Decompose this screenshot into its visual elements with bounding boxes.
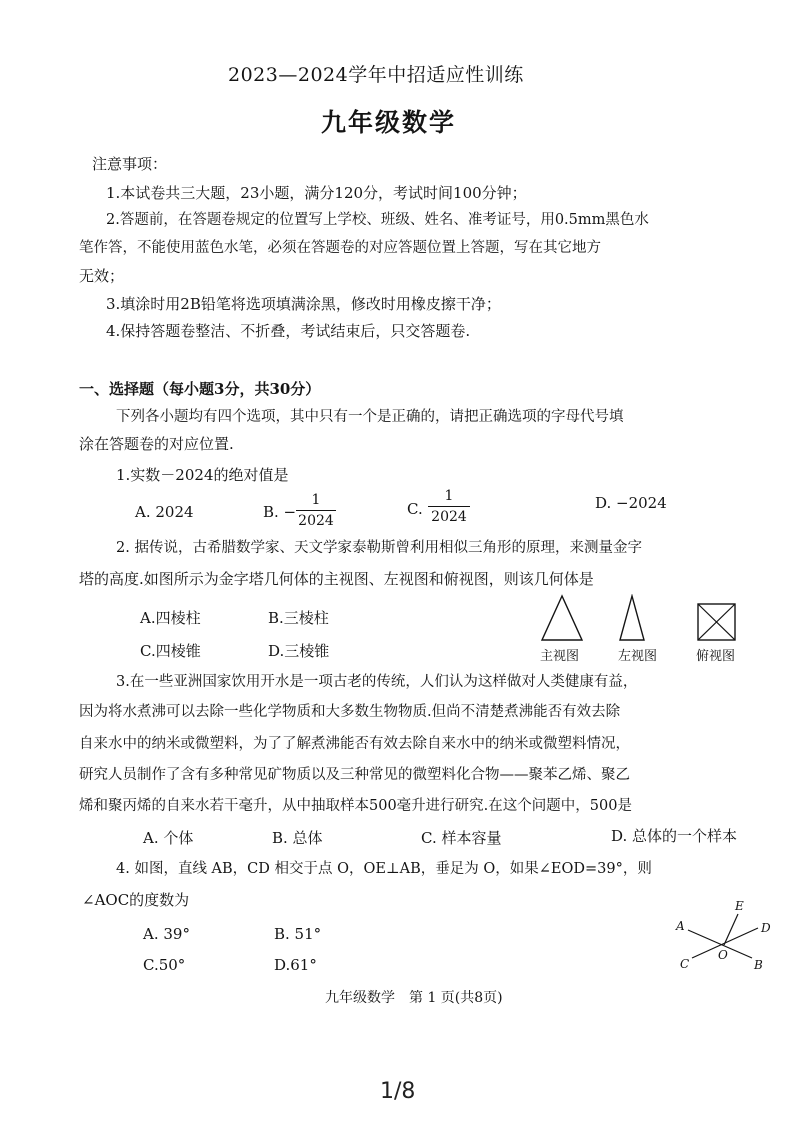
point-d-label: D — [761, 921, 771, 935]
q3-line-1: 3.在一些亚洲国家饮用开水是一项古老的传统，人们认为这样做对人类健康有益， — [116, 674, 638, 690]
front-view-triangle — [542, 596, 582, 640]
notice-heading: 注意事项： — [92, 155, 168, 173]
subject-title: 九年级数学 — [321, 108, 457, 137]
left-view-triangle — [620, 596, 644, 640]
q3-option-b: B. 总体 — [272, 829, 323, 847]
q3-line-3: 自来水中的纳米或微塑料，为了了解煮沸能否有效去除自来水中的纳米或微塑料情况， — [79, 736, 630, 752]
q4-option-c: C.50° — [143, 956, 186, 974]
page-info-footer: 九年级数学 第 1 页(共8页) — [325, 990, 503, 1006]
q4-line-2: ∠AOC的度数为 — [82, 891, 190, 909]
notice-item-3: 3.填涂时用2B铅笔将选项填满涂黑，修改时用橡皮擦干净； — [106, 295, 501, 313]
intersecting-lines-figure — [672, 896, 778, 976]
point-b-label: B — [754, 958, 763, 972]
q3-line-5: 烯和聚丙烯的自来水若干毫升，从中抽取样本500毫升进行研究.在这个问题中，500是 — [79, 798, 632, 814]
q4-line-1: 4. 如图，直线 AB，CD 相交于点 O，OE⊥AB，垂足为 O，如果∠EOD=39°，则 — [116, 861, 652, 877]
q3-line-4: 研究人员制作了含有多种常见矿物质以及三种常见的微塑料化合物——聚苯乙烯、聚乙 — [79, 767, 630, 783]
q4-option-b: B. 51° — [274, 925, 322, 943]
section-heading: 一、选择题（每小题3分，共30分） — [79, 380, 321, 398]
q1-option-c-numerator: 1 — [444, 488, 454, 504]
q1-option-b-fraction — [296, 491, 336, 530]
notice-item-2-line-2: 笔作答，不能使用蓝色水笔，必须在答题卷的对应答题位置上答题，写在其它地方 — [79, 240, 601, 256]
q2-stem-line-1: 2. 据传说，古希腊数学家、天文学家泰勒斯曾利用相似三角形的原理，来测量金字 — [116, 540, 642, 556]
left-view-label: 左视图 — [618, 649, 658, 664]
q1-option-a: A. 2024 — [135, 503, 194, 521]
notice-item-2-line-3: 无效； — [79, 267, 125, 285]
point-o-label: O — [718, 948, 728, 962]
point-c-label: C — [680, 957, 690, 971]
exam-title: 2023—2024学年中招适应性训练 — [228, 64, 524, 86]
q1-option-b-denominator: 2024 — [298, 513, 334, 529]
three-views-figure — [536, 594, 746, 644]
q1-option-b-prefix: B. − — [263, 503, 297, 521]
q2-option-c: C.四棱锥 — [140, 642, 201, 660]
q1-stem: 1.实数－2024的绝对值是 — [116, 466, 289, 484]
section-intro-line-1: 下列各小题均有四个选项，其中只有一个是正确的，请把正确选项的字母代号填 — [116, 409, 624, 425]
q1-option-c-prefix: C. — [407, 500, 423, 518]
notice-item-1: 1.本试卷共三大题，23小题，满分120分，考试时间100分钟； — [106, 184, 527, 202]
point-a-label: A — [676, 919, 685, 933]
q2-stem-line-2: 塔的高度.如图所示为金字塔几何体的主视图、左视图和俯视图，则该几何体是 — [79, 570, 594, 588]
q4-option-a: A. 39° — [143, 925, 190, 943]
q2-option-b: B.三棱柱 — [268, 609, 329, 627]
notice-item-4: 4.保持答题卷整洁、不折叠，考试结束后，只交答题卷. — [106, 322, 471, 340]
q3-line-2: 因为将水煮沸可以去除一些化学物质和大多数生物物质.但尚不清楚煮沸能否有效去除 — [79, 704, 621, 720]
q1-option-d: D. −2024 — [595, 494, 667, 512]
q2-option-a: A.四棱柱 — [140, 609, 201, 627]
top-view-label: 俯视图 — [696, 649, 736, 664]
point-e-label: E — [735, 899, 744, 913]
q1-option-c-fraction — [428, 487, 470, 526]
section-intro-line-2: 涂在答题卷的对应位置. — [79, 435, 234, 453]
q2-option-d: D.三棱锥 — [268, 642, 330, 660]
front-view-label: 主视图 — [540, 649, 580, 664]
q3-option-d: D. 总体的一个样本 — [611, 827, 738, 845]
notice-item-2-line-1: 2.答题前，在答题卷规定的位置写上学校、班级、姓名、准考证号，用0.5mm黑色水 — [106, 212, 649, 228]
page-counter: 1/8 — [380, 1079, 416, 1104]
q1-option-c-denominator: 2024 — [431, 509, 467, 525]
q1-option-b-numerator: 1 — [311, 492, 321, 508]
q4-option-d: D.61° — [274, 956, 317, 974]
q3-option-a: A. 个体 — [143, 829, 194, 847]
q3-option-c: C. 样本容量 — [421, 829, 502, 847]
